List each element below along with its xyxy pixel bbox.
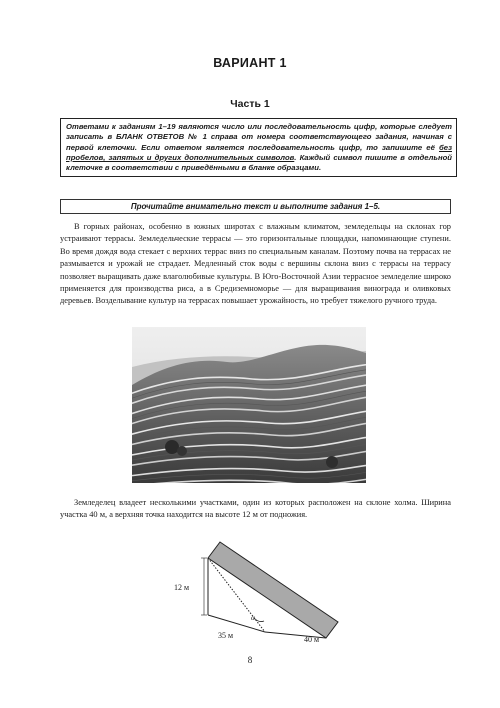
- instructions-text-before: Ответами к заданиям 1–19 являются число или последовательность цифр, которые следует записать в БЛАНК ОТВЕТОВ № 1 справа от номера соответствующего задания, начиная с первой клеточки. Если ответом является последовательность цифр, то запишите её: [66, 122, 452, 152]
- angle-label: α: [251, 613, 255, 622]
- paragraph-terraces: В горных районах, особенно в южных широтах с влажным климатом, земледельцы на склонах гор устраивают террасы. Земледельческие террасы — это горизонтальные площадки, напоминающие ступени. Во время дождя вода стекает с верхних террас вниз по специальным каналам. Поэтому почва на террасах не размывается и урожай не страдает. Медленный сток воды с вершины склона вниз с террасы на террасу позволяет выращивать даже влаголюбивые культуры. В Юго-Восточной Азии террасное земледелие широко применяется для производства риса, а в Средиземноморье — для выращивания винограда и оливковых деревьев. Возделывание культур на террасах повышает урожайность, но требует тяжелого ручного труда.: [60, 222, 451, 306]
- rice-terraces-photo: [132, 327, 366, 483]
- slope-figure: [160, 540, 360, 644]
- width-label: 40 м: [304, 635, 320, 644]
- height-label: 12 м: [174, 583, 190, 592]
- page-number: 8: [247, 655, 253, 665]
- part-heading: Часть 1: [230, 98, 270, 110]
- slope-diagram: [160, 540, 360, 644]
- base-label: 35 м: [218, 631, 234, 640]
- instructions-text-after: . Каждый символ пишите в отдельной клеточке в соответствии с приведёнными в бланке образцами.: [66, 152, 452, 173]
- paragraph-plot: Земледелец владеет несколькими участками, один из которых расположен на склоне холма. Ширина участка 40 м, а верхняя точка находится на высоте 12 м от подножия.: [60, 498, 451, 520]
- instructions-box: [60, 118, 457, 177]
- instructions-underlined: без пробелов, запятых и других дополнительных символов: [66, 142, 452, 162]
- task-text: [60, 497, 451, 522]
- read-prompt-box: Прочитайте внимательно текст и выполните задания 1–5.: [60, 199, 451, 214]
- terraces-illustration: [132, 327, 366, 483]
- variant-heading: ВАРИАНТ 1: [213, 56, 287, 70]
- main-text: [60, 221, 451, 308]
